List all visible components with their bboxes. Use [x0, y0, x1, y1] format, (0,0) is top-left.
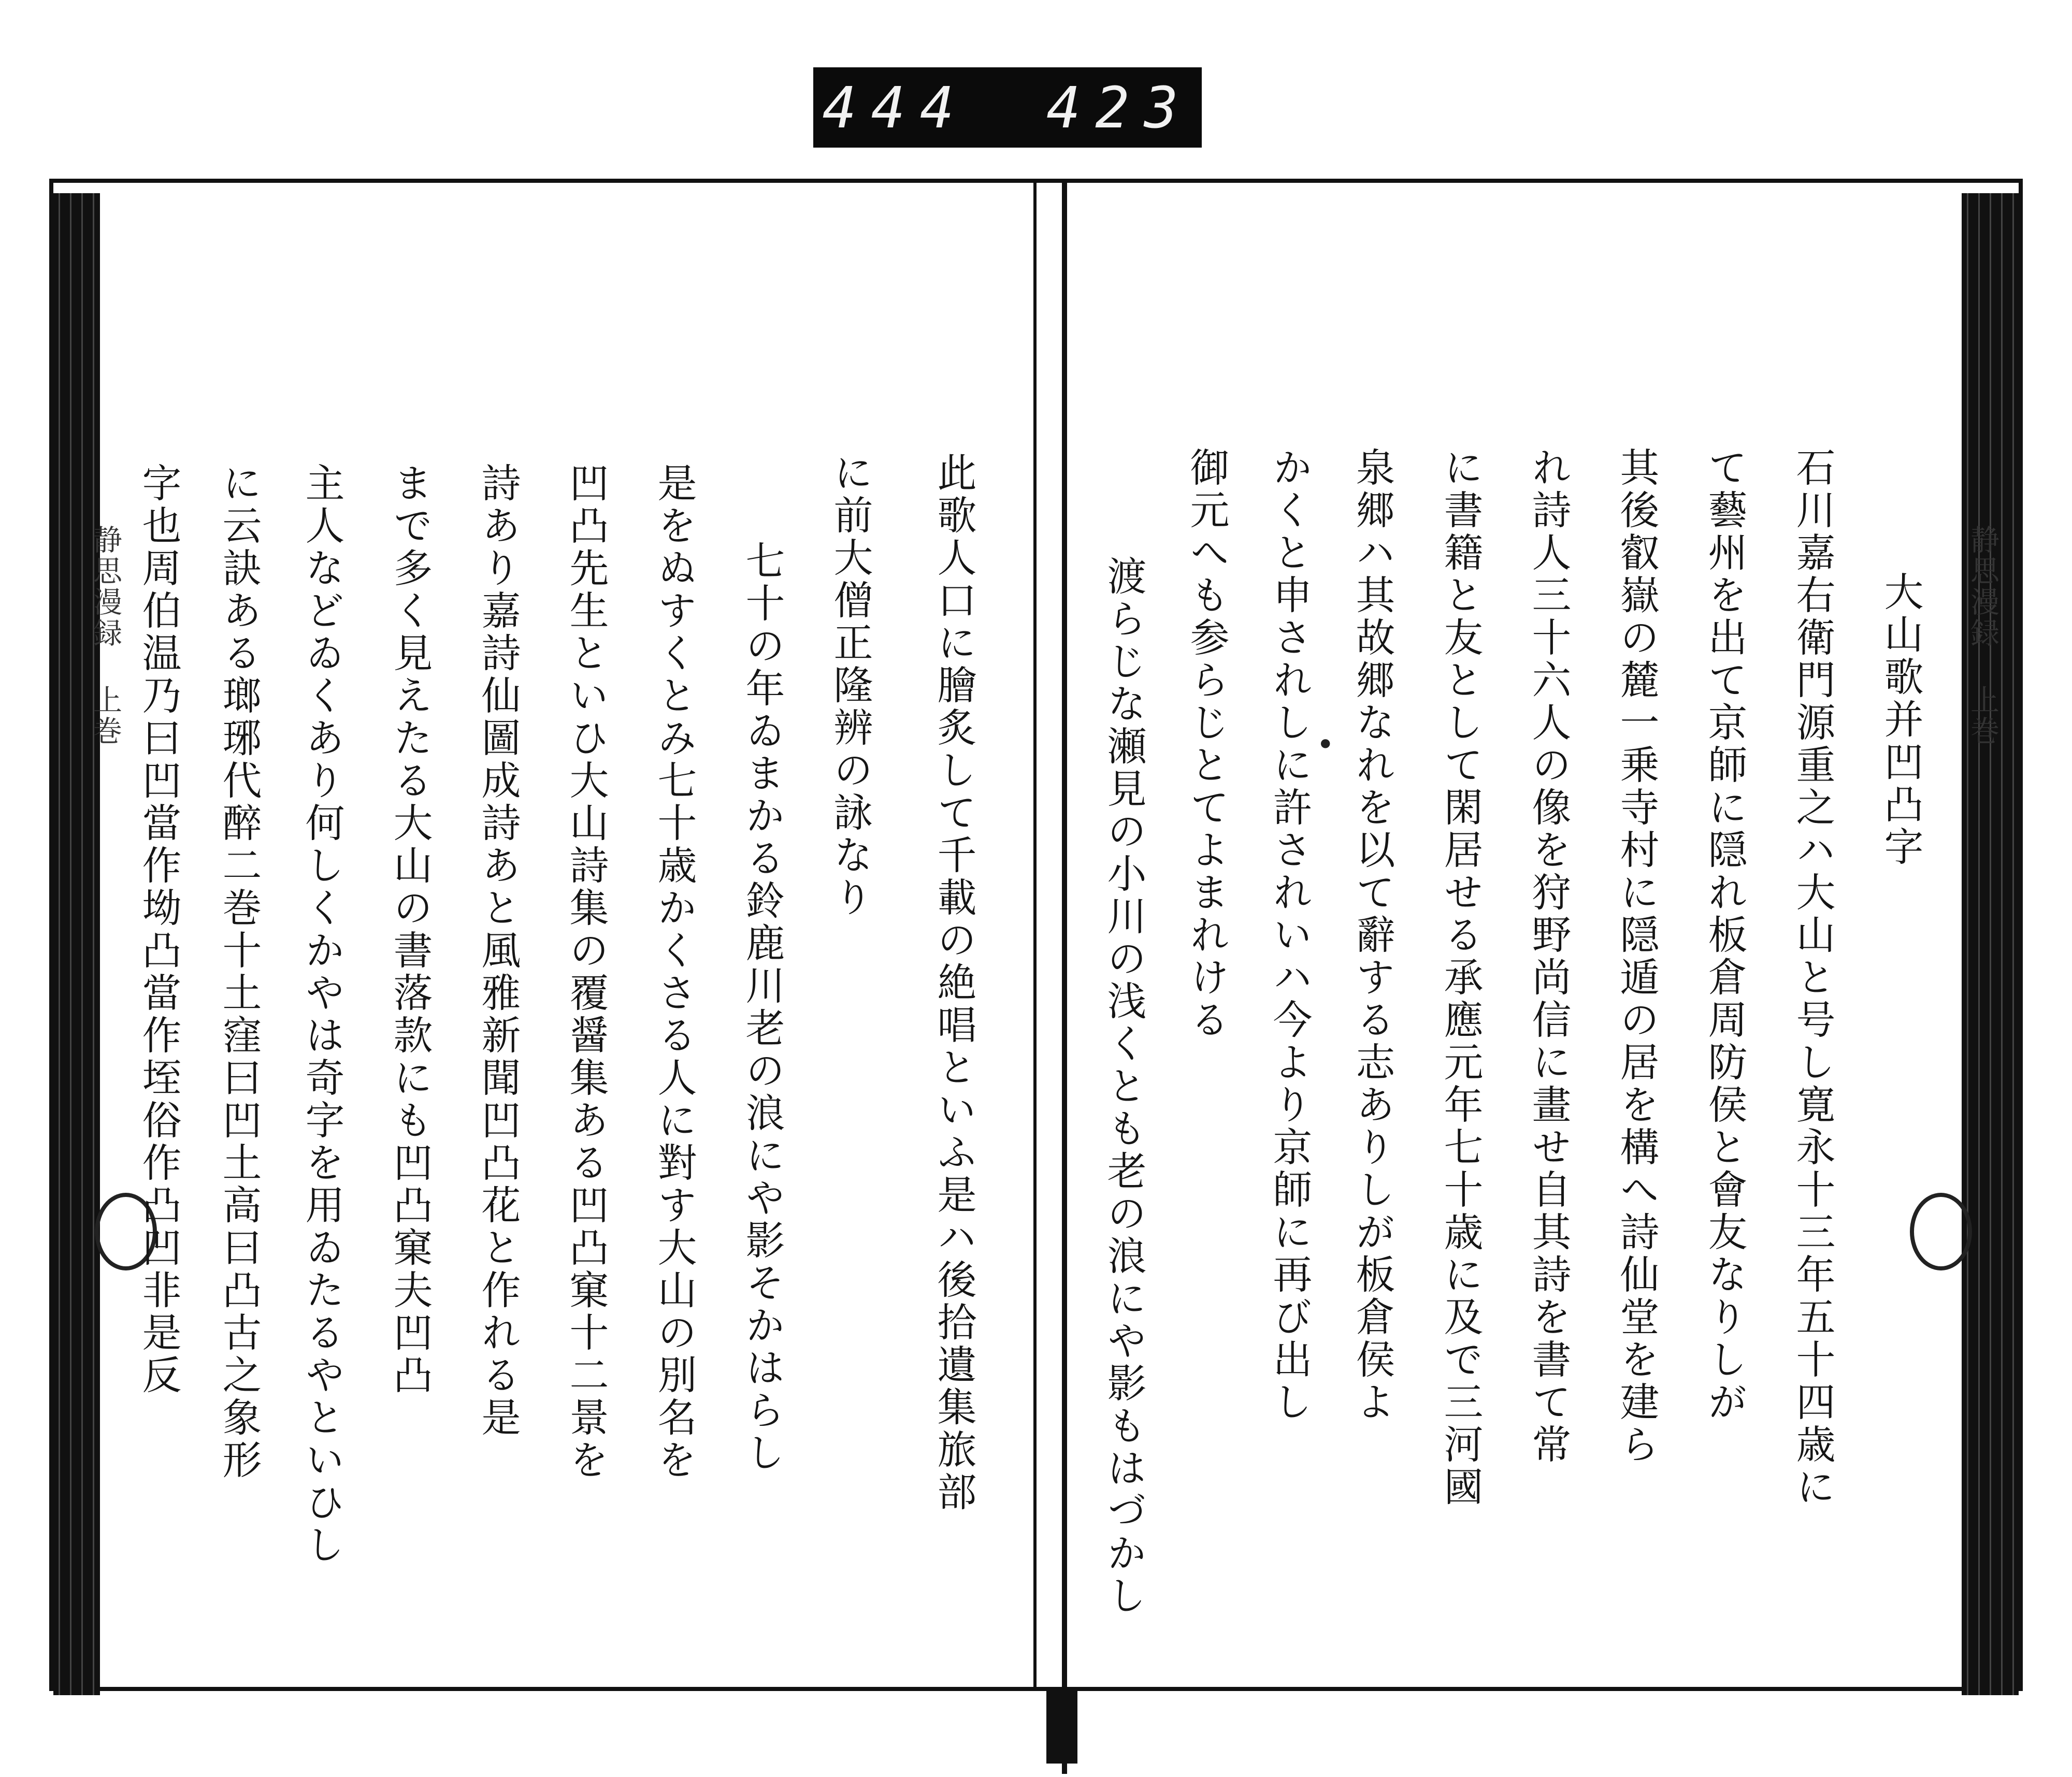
left-column-9: に云訣ある瑯琊代醉二巻十土窪曰凹土高曰凸古之象形: [216, 463, 262, 1482]
left-page: [49, 179, 1049, 1691]
right-column-7: かくと申されしに許されいハ今より京師に再び出し: [1267, 447, 1313, 1424]
center-gutter: [1062, 179, 1067, 1774]
right-column-6: 泉郷ハ其故郷なれを以て辭する志ありしが板倉侯よ: [1349, 447, 1395, 1424]
gutter-foot: [1046, 1691, 1077, 1764]
stray-mark: •: [1316, 727, 1335, 763]
left-column-2: に前大僧正隆辨の詠なり: [827, 452, 873, 919]
right-column-2: て藝州を出て京師に隠れ板倉周防侯と會友なりしが: [1702, 447, 1748, 1424]
left-binding-edge: [53, 193, 100, 1695]
left-column-10: 字也周伯温乃曰凹當作坳凸當作垤俗作凸凹非是反: [136, 463, 182, 1397]
catalog-number-label: [813, 67, 1202, 148]
right-column-1: 石川嘉右衛門源重之ハ大山と号し寛永十三年五十四歳に: [1790, 447, 1836, 1509]
right-binding-edge: [1962, 193, 2019, 1695]
left-column-6: 詩あり嘉詩仙圖成詩あと風雅新聞凹凸花と作れる是: [475, 463, 521, 1439]
left-column-5: 凹凸先生といひ大山詩集の覆醤集ある凹凸窠十二景を: [563, 463, 609, 1482]
left-column-4: 是をぬすくとみ七十歳かくさる人に對す大山の別名を: [651, 463, 697, 1482]
right-edge-title: 静思漫録 上巻: [1966, 525, 1999, 747]
right-page: [1033, 179, 2023, 1691]
left-column-1: 此歌人口に膾炙して千載の絶唱といふ是ハ後拾遺集旅部: [931, 452, 977, 1514]
right-column-9: 渡らじな瀬見の小川の浅くとも老の浪にや影もはづかし: [1101, 556, 1147, 1617]
open-book: [49, 179, 2023, 1774]
right-margin-circle: [1910, 1193, 1972, 1270]
left-column-7: まで多く見えたる大山の書落款にも凹凸窠夫凹凸: [387, 463, 433, 1397]
left-edge-title: 静思漫録 上巻: [89, 525, 122, 747]
left-column-8: 主人などゐくあり何しくかやは奇字を用ゐたるやといひし: [299, 463, 345, 1567]
right-column-title: 大山歌并凹凸字: [1878, 571, 1924, 869]
right-column-5: に書籍と友として閑居せる承應元年七十歳に及で三河國: [1437, 447, 1484, 1509]
left-column-3: 七十の年ゐまかる鈴鹿川老の浪にや影そかはらし: [739, 540, 785, 1475]
right-column-8: 御元へも参らじとてよまれける: [1184, 447, 1230, 1042]
right-column-3: 其後叡嶽の麓一乗寺村に隠遁の居を構へ詩仙堂を建ら: [1614, 447, 1660, 1466]
catalog-number-right: 423: [1046, 74, 1193, 141]
right-column-4: れ詩人三十六人の像を狩野尚信に畫せ自其詩を書て常: [1526, 447, 1572, 1466]
catalog-number-left: 444: [822, 74, 969, 141]
